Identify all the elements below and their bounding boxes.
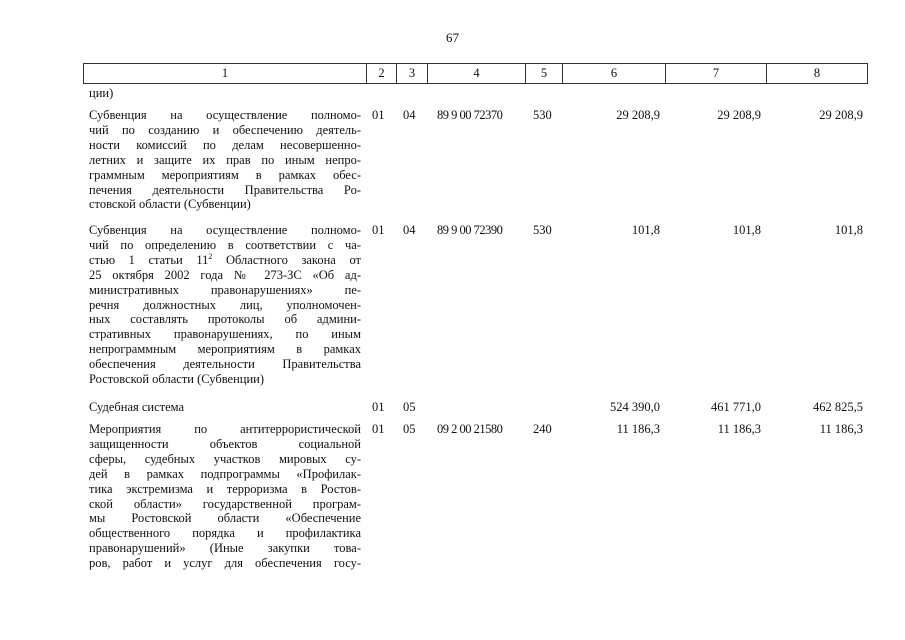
subsection-code: 04 <box>403 108 416 122</box>
description-line: сферы, судебных участков мировых су- <box>89 451 361 466</box>
amount-col-6: 11 186,3 <box>616 422 660 436</box>
description-line: 25 октября 2002 года № 273-ЗС «Об ад- <box>89 267 361 282</box>
expense-type-code: 240 <box>533 422 552 436</box>
superscript: 2 <box>208 251 213 261</box>
section-code: 01 <box>372 108 385 122</box>
table-row-description <box>89 223 361 387</box>
description-line: граммным мероприятиям в рамках обес- <box>89 167 361 182</box>
continuation-text: ции) <box>89 86 114 100</box>
header-col-3: 3 <box>408 66 416 80</box>
description-line: Мероприятия по антитеррористической <box>89 422 361 436</box>
description-line <box>89 253 361 268</box>
expense-type-code: 530 <box>533 108 552 122</box>
description-line: дей в рамках подпрограммы «Профилак- <box>89 466 361 481</box>
subsection-code: 04 <box>403 223 416 237</box>
header-col-2: 2 <box>378 66 385 80</box>
target-article-code: 09 2 00 21580 <box>437 422 503 436</box>
description-line-part: стью 1 статьи 11 <box>89 252 209 267</box>
description-line: непрограммным мероприятиям в рамках <box>89 342 361 357</box>
description-line-part: Областного закона от <box>212 252 362 267</box>
description-line: речня должностных лиц, уполномочен- <box>89 297 361 312</box>
description-line: защищенности объектов социальной <box>89 436 361 451</box>
description-line: стовской области (Субвенции) <box>89 197 251 212</box>
header-col-8: 8 <box>813 66 821 80</box>
header-col-7: 7 <box>712 66 720 80</box>
subsection-code: 05 <box>403 400 416 414</box>
description-line: ской области» государственной програм- <box>89 496 361 511</box>
amount-col-6: 524 390,0 <box>610 400 660 414</box>
amount-col-8: 462 825,5 <box>813 400 863 414</box>
target-article-code: 89 9 00 72370 <box>437 108 503 122</box>
amount-col-8: 101,8 <box>834 223 863 237</box>
target-article-code: 89 9 00 72390 <box>437 223 503 237</box>
header-col-6: 6 <box>610 66 618 80</box>
amount-col-8: 29 208,9 <box>819 108 863 122</box>
description-line: Субвенция на осуществление полномо- <box>89 108 361 122</box>
description-line: летних и защите их прав по иным непро- <box>89 152 361 167</box>
description-line: чий по определению в соответствии с ча- <box>89 237 361 252</box>
description-line: мы Ростовской области «Обеспечение <box>89 511 361 526</box>
header-bottom-border <box>83 83 868 84</box>
table-row-description: Судебная система <box>89 400 185 414</box>
description-line: печения деятельности Правительства Ро- <box>89 182 361 197</box>
amount-col-6: 101,8 <box>631 223 660 237</box>
subsection-code: 05 <box>403 422 416 436</box>
section-code: 01 <box>372 400 385 414</box>
description-line: чий по созданию и обеспечению деятель- <box>89 122 361 137</box>
header-col-1: 1 <box>221 66 229 80</box>
page-number: 67 <box>446 30 459 45</box>
amount-col-7: 461 771,0 <box>711 400 761 414</box>
description-line: министративных правонарушениях» пе- <box>89 282 361 297</box>
header-col-4: 4 <box>473 66 480 80</box>
description-line: Ростовской области (Субвенции) <box>89 372 265 387</box>
amount-col-7: 11 186,3 <box>717 422 761 436</box>
amount-col-8: 11 186,3 <box>819 422 863 436</box>
table-row-description <box>89 422 361 571</box>
description-line: ности комиссий по делам несовершенно- <box>89 137 361 152</box>
description-line: обеспечения деятельности Правительства <box>89 357 361 372</box>
description-line: общественного порядка и профилактика <box>89 526 361 541</box>
section-code: 01 <box>372 422 385 436</box>
description-line: ных составлять протоколы об админи- <box>89 312 361 327</box>
amount-col-7: 29 208,9 <box>717 108 761 122</box>
header-col-5: 5 <box>540 66 548 80</box>
description-line: ров, работ и услуг для обеспечения госу- <box>89 556 361 571</box>
description-line: тика экстремизма и терроризма в Ростов- <box>89 481 361 496</box>
description-line: стративных правонарушениях, по иным <box>89 327 361 342</box>
section-code: 01 <box>372 223 385 237</box>
amount-col-6: 29 208,9 <box>616 108 660 122</box>
expense-type-code: 530 <box>533 223 552 237</box>
amount-col-7: 101,8 <box>732 223 761 237</box>
header-divider <box>867 63 868 84</box>
table-row-description <box>89 108 361 212</box>
description-line: правонарушений» (Иные закупки това- <box>89 541 361 556</box>
description-line: Субвенция на осуществление полномо- <box>89 223 361 237</box>
